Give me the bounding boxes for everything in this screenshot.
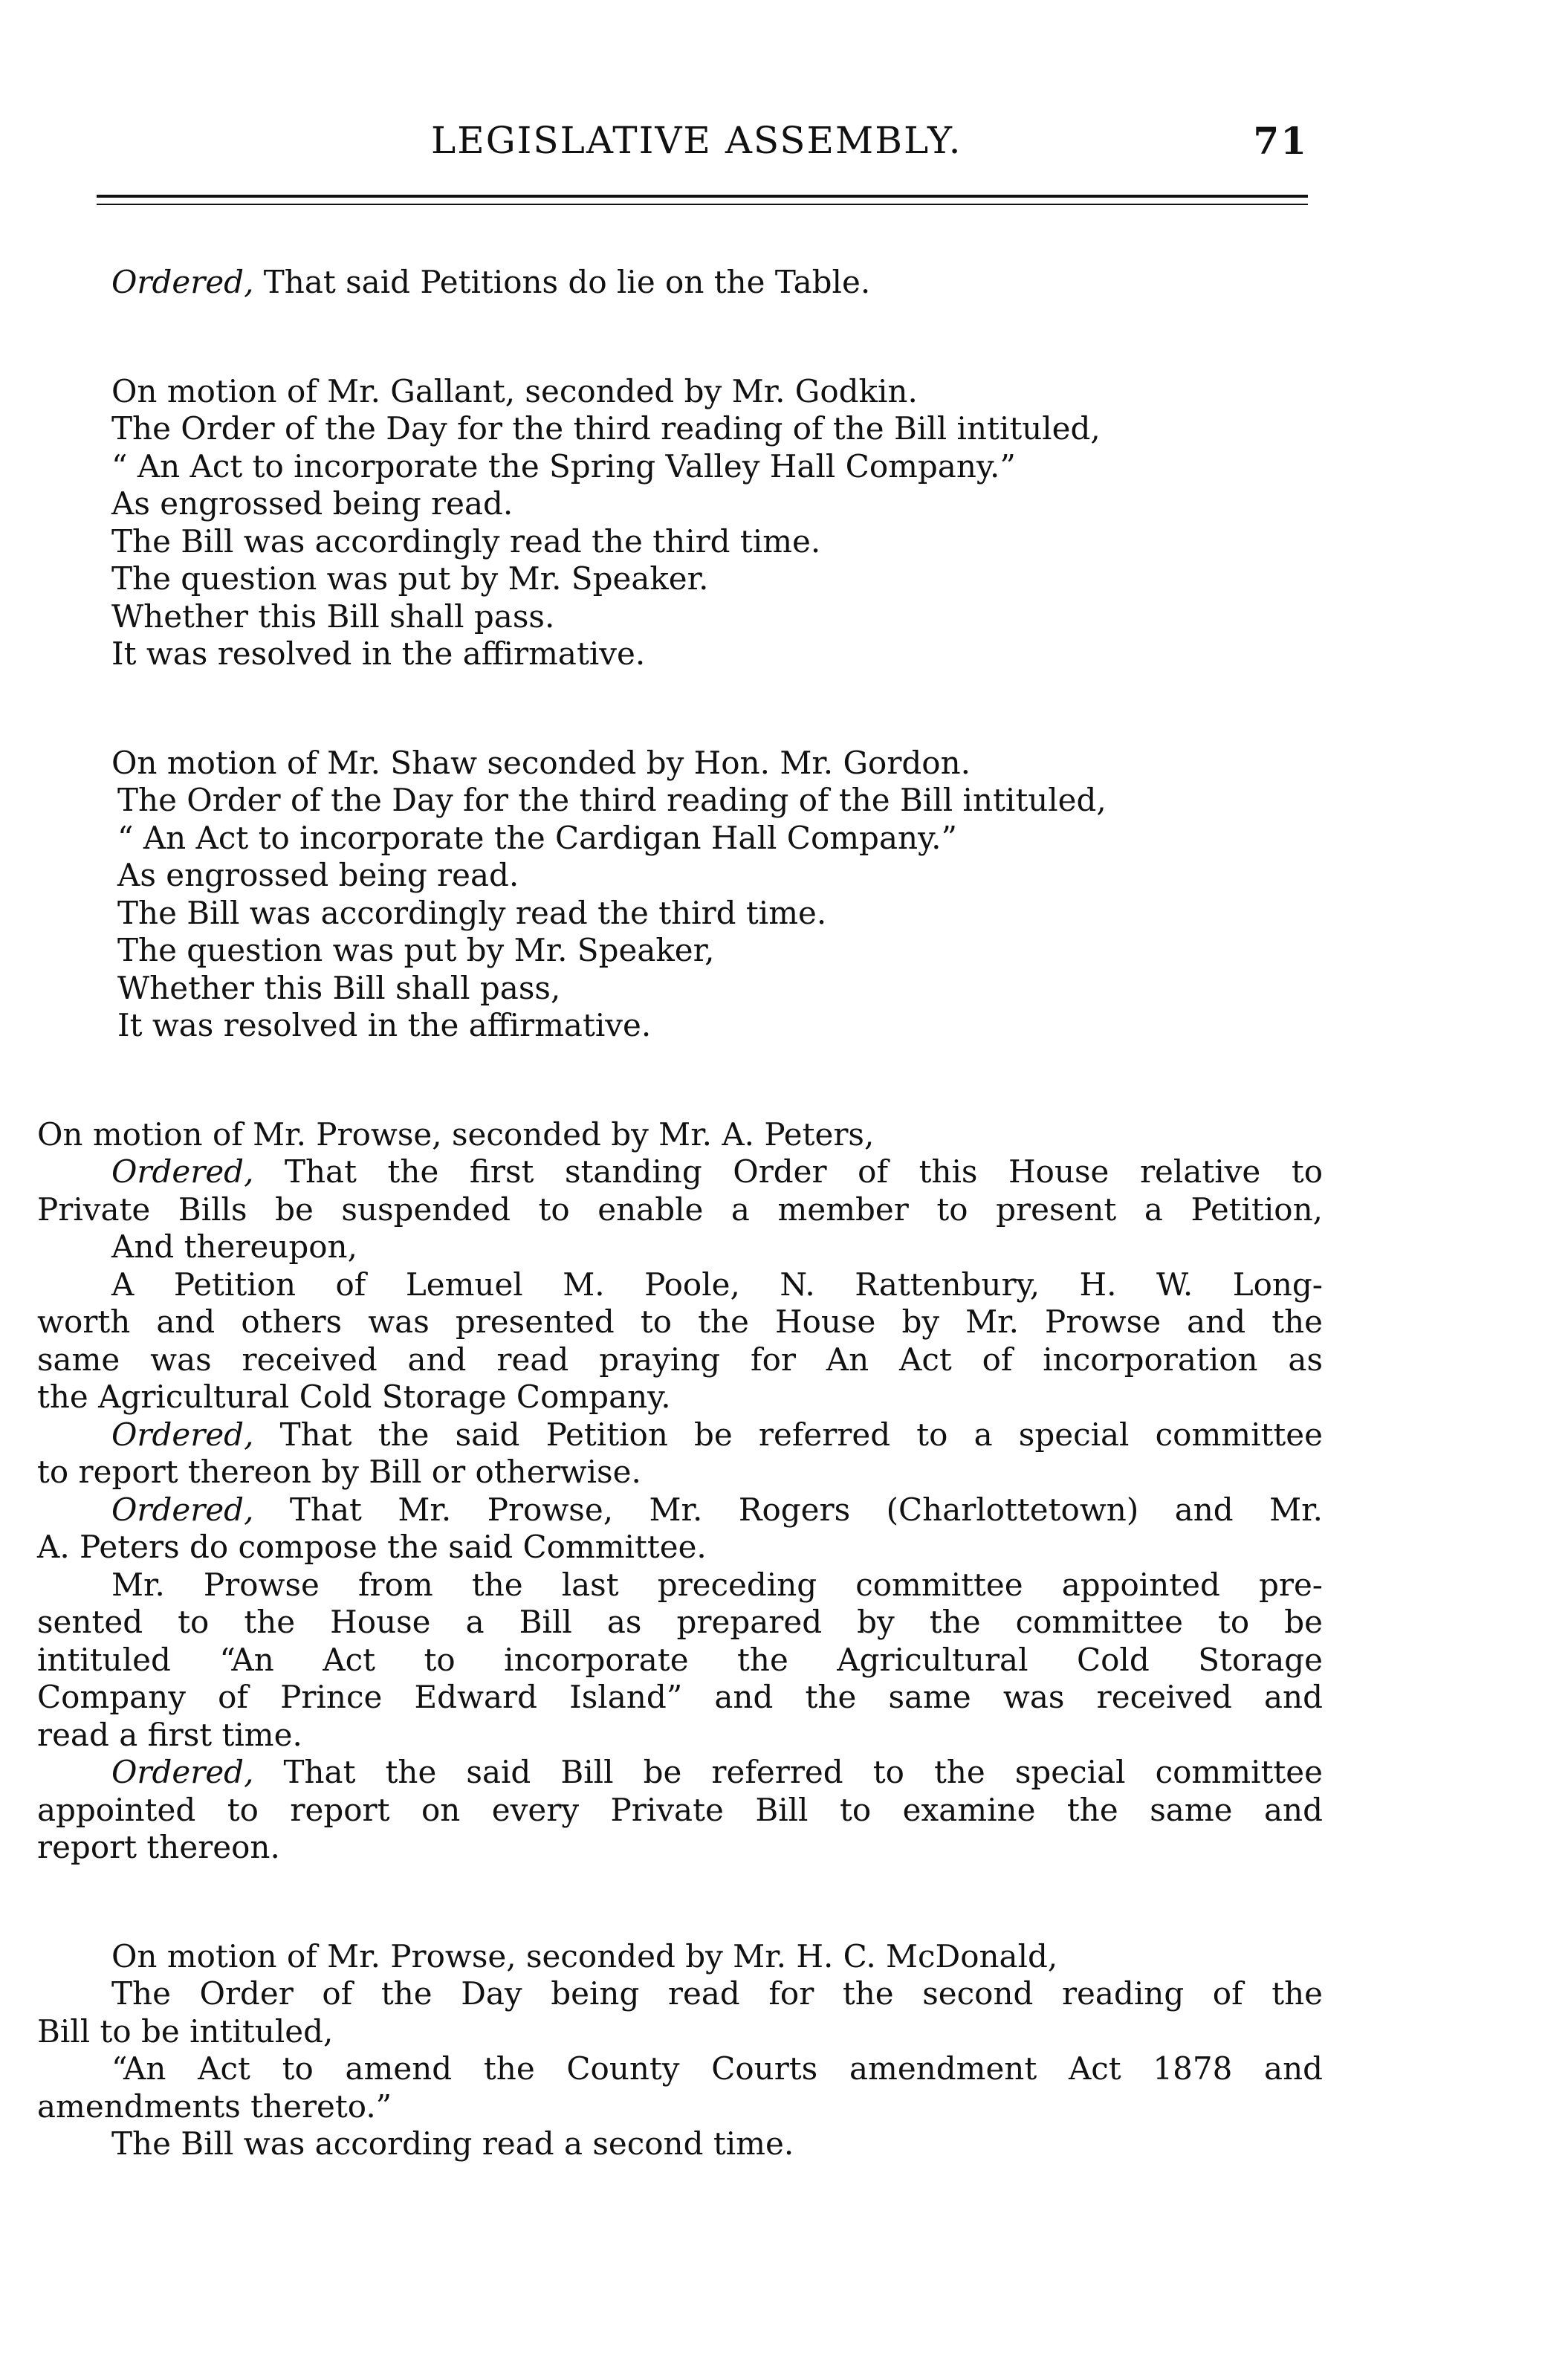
line-text: The Bill was accordingly read the third time.: [111, 522, 821, 560]
header-rule-thick: [97, 195, 1308, 198]
text-line: [111, 970, 1323, 1008]
text-line: [111, 485, 1323, 523]
text-line: [37, 1416, 1323, 1454]
text-line: [111, 598, 1323, 636]
text-line: [111, 895, 1323, 933]
paragraph: [111, 373, 1323, 673]
line-text: Whether this Bill shall pass.: [111, 597, 555, 635]
text-line: [111, 523, 1323, 561]
header-title: LEGISLATIVE ASSEMBLY.: [431, 119, 962, 162]
text-line: [37, 1567, 1323, 1604]
line-text: On motion of Mr. Shaw seconded by Hon. Mr. Gordon.: [111, 744, 971, 781]
line-text: That the first standing Order of this House relative to: [253, 1153, 1323, 1190]
line-text: The Bill was accordingly read the third time.: [117, 894, 827, 931]
paragraph: [37, 1116, 1323, 1867]
line-text: A. Peters do compose the said Committee.: [37, 1529, 707, 1565]
line-text: The question was put by Mr. Speaker,: [117, 932, 715, 968]
line-text: It was resolved in the affirmative.: [111, 635, 646, 672]
text-line: [37, 1191, 1323, 1229]
line-text: That Mr. Prowse, Mr. Rogers (Charlottetown) and Mr.: [253, 1491, 1323, 1528]
text-line: [37, 1116, 1323, 1154]
running-header: [97, 119, 1308, 163]
line-text: worth and others was presented to the House by Mr. Prowse and the: [37, 1303, 1323, 1340]
text-line: [111, 857, 1323, 895]
page-number: 71: [1253, 119, 1308, 163]
line-text: The Bill was according read a second time.: [111, 2125, 794, 2162]
line-text: On motion of Mr. Gallant, seconded by Mr. Godkin.: [111, 372, 918, 409]
text-line: [111, 635, 1323, 673]
text-line: [37, 1792, 1323, 1830]
line-text: The Order of the Day for the third reading of the Bill intituled,: [111, 410, 1101, 447]
line-text: the Agricultural Cold Storage Company.: [37, 1379, 671, 1415]
line-text: The Order of the Day being read for the second reading of the: [111, 1975, 1323, 2012]
text-line: [37, 1303, 1323, 1341]
line-text: A Petition of Lemuel M. Poole, N. Rattenbury, H. W. Long-: [111, 1266, 1323, 1303]
text-line: [37, 1341, 1323, 1379]
line-text: It was resolved in the affirmative.: [117, 1007, 652, 1043]
ordered-label: Ordered,: [111, 1754, 254, 1790]
line-text: And thereupon,: [111, 1228, 357, 1265]
line-text: The question was put by Mr. Speaker.: [111, 560, 709, 597]
text-line: [37, 2050, 1323, 2088]
text-line: [37, 1153, 1323, 1191]
line-text: On motion of Mr. Prowse, seconded by Mr. H. C. McDonald,: [111, 1937, 1058, 1975]
ordered-label: Ordered,: [111, 264, 254, 300]
text-line: [37, 1717, 1323, 1755]
ordered-label: Ordered,: [111, 1153, 254, 1190]
text-line: [111, 745, 1323, 783]
paragraph: [37, 1938, 1323, 2163]
text-line: [37, 1454, 1323, 1491]
paragraph: [111, 745, 1323, 1045]
line-text: The Order of the Day for the third reading of the Bill intituled,: [117, 782, 1107, 818]
text-line: [37, 2088, 1323, 2126]
line-text: Mr. Prowse from the last preceding committee appointed pre-: [111, 1566, 1323, 1603]
line-text: That said Petitions do lie on the Table.: [253, 264, 871, 300]
text-line: [37, 1604, 1323, 1642]
line-text: Company of Prince Edward Island” and the same was received and: [37, 1679, 1323, 1715]
line-text: to report thereon by Bill or otherwise.: [37, 1454, 641, 1490]
text-line: [37, 1829, 1323, 1867]
header-rule-thin: [97, 204, 1308, 205]
ordered-label: Ordered,: [111, 1416, 254, 1453]
ordered-label: Ordered,: [111, 1491, 254, 1528]
text-line: [37, 1491, 1323, 1529]
page-body: [37, 264, 1323, 2163]
line-text: Private Bills be suspended to enable a member to present a Petition,: [37, 1191, 1323, 1228]
line-text: As engrossed being read.: [117, 857, 519, 893]
text-line: [37, 1938, 1323, 1976]
text-line: [111, 448, 1323, 486]
line-text: read a first time.: [37, 1716, 302, 1753]
line-text: intituled “An Act to incorporate the Agricultural Cold Storage: [37, 1641, 1323, 1678]
paragraph: [111, 264, 1323, 302]
text-line: [37, 1754, 1323, 1792]
line-text: “ An Act to incorporate the Cardigan Hall Company.”: [117, 819, 958, 856]
text-line: [37, 1642, 1323, 1679]
text-line: [111, 560, 1323, 598]
line-text: sented to the House a Bill as prepared by the committee to be: [37, 1604, 1323, 1640]
line-text: appointed to report on every Private Bill to examine the same and: [37, 1791, 1323, 1828]
line-text: That the said Bill be referred to the special committee: [253, 1754, 1323, 1790]
line-text: That the said Petition be referred to a special committee: [253, 1416, 1323, 1453]
line-text: “ An Act to incorporate the Spring Valley Hall Company.”: [111, 447, 1016, 485]
text-line: [37, 2013, 1323, 2051]
line-text: amendments thereto.”: [37, 2087, 392, 2125]
text-line: [37, 1266, 1323, 1304]
line-text: same was received and read praying for An Act of incorporation as: [37, 1341, 1323, 1378]
text-line: [37, 1975, 1323, 2013]
text-line: [111, 264, 1323, 302]
text-line: [37, 2125, 1323, 2163]
text-line: [111, 932, 1323, 970]
text-line: [111, 1007, 1323, 1045]
line-text: report thereon.: [37, 1829, 280, 1865]
line-text: Whether this Bill shall pass,: [117, 969, 561, 1006]
text-line: [111, 373, 1323, 411]
text-line: [111, 782, 1323, 820]
text-line: [37, 1228, 1323, 1266]
line-text: Bill to be intituled,: [37, 2012, 334, 2050]
text-line: [37, 1379, 1323, 1416]
line-text: As engrossed being read.: [111, 485, 514, 522]
text-line: [111, 410, 1323, 448]
text-line: [111, 820, 1323, 858]
text-line: [37, 1529, 1323, 1567]
line-text: On motion of Mr. Prowse, seconded by Mr. A. Peters,: [37, 1115, 875, 1153]
line-text: “An Act to amend the County Courts amendment Act 1878 and: [111, 2050, 1323, 2087]
text-line: [37, 1679, 1323, 1717]
